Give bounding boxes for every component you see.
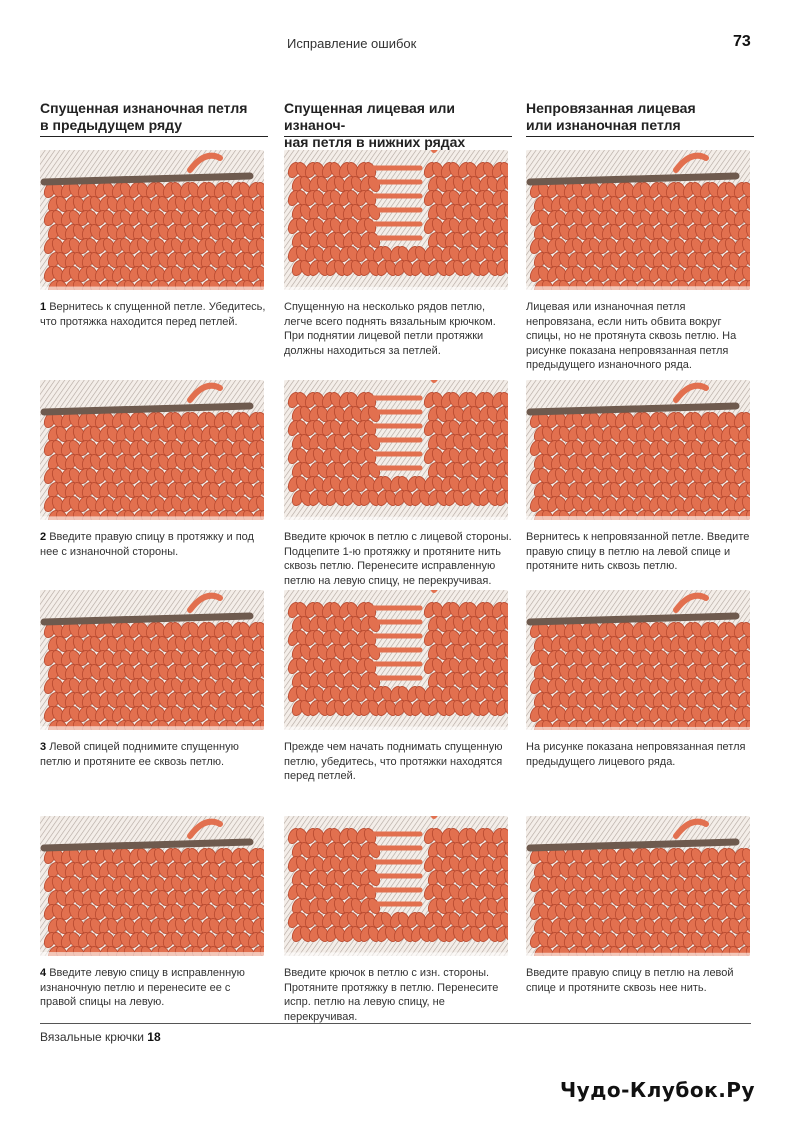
step-text: Левой спицей поднимите спущенную петлю и протяните ее сквозь петлю. <box>40 741 239 768</box>
step-number: 1 <box>40 301 47 313</box>
knitting-illustration <box>40 380 268 520</box>
step-caption <box>284 966 512 1024</box>
knitting-illustration <box>40 816 268 956</box>
step-number: 3 <box>40 741 47 753</box>
footer-rule <box>40 1023 751 1024</box>
column-heading-line: или изнаночная петля <box>526 117 681 133</box>
step-1 <box>40 150 268 329</box>
step-3 <box>284 590 512 784</box>
step-text: Введите правую спицу в петлю на левой спице и протяните сквозь нее нить. <box>526 967 734 994</box>
step-caption <box>284 300 512 358</box>
column-heading-line: Непровязанная лицевая <box>526 100 696 116</box>
step-text: Вернитесь к спущенной петле. Убедитесь, что протяжка находится перед петлей. <box>40 301 266 328</box>
column-heading <box>284 100 512 150</box>
step-number: 4 <box>40 967 47 979</box>
step-text: Введите левую спицу в исправленную изнаночную петлю и перенесите ее с правой спицы на левую. <box>40 967 245 1008</box>
step-number: 2 <box>40 531 47 543</box>
knitting-illustration <box>284 590 512 730</box>
step-caption <box>526 300 754 373</box>
column-heading <box>40 100 268 137</box>
knitting-illustration <box>284 816 512 956</box>
step-2 <box>526 380 754 574</box>
knitting-illustration <box>526 150 754 290</box>
footer-title: Вязальные крючки <box>40 1030 144 1044</box>
footer-issue-number: 18 <box>147 1030 161 1044</box>
step-2 <box>284 380 512 588</box>
step-text: Вернитесь к непровязанной петле. Введите правую спицу в петлю на левой спице и протяните нить сквозь петлю. <box>526 531 750 572</box>
step-text: Лицевая или изнаночная петля непровязана, если нить обвита вокруг спицы, но не протянута сквозь петлю. На рисунке показана непровязанная петля предыдущего изнаночного ряда. <box>526 301 737 371</box>
watermark: Чудо-Клубок.Ру <box>560 1078 755 1102</box>
step-text: Прежде чем начать поднимать спущенную петлю, убедитесь, что протяжки находятся перед петлей. <box>284 741 503 782</box>
step-caption <box>40 300 268 329</box>
step-caption <box>40 530 268 559</box>
step-2 <box>40 380 268 559</box>
knitting-illustration <box>40 590 268 730</box>
page-number: 73 <box>733 33 751 50</box>
step-caption <box>526 966 754 995</box>
knitting-illustration <box>284 150 512 290</box>
step-text: Введите крючок в петлю с лицевой стороны. Подцепите 1-ю протяжку и протяните нить сквозь петлю. Перенесите исправленную петлю на левую спицу, не перекручивая. <box>284 531 512 587</box>
step-caption <box>526 740 754 769</box>
step-text: Введите крючок в петлю с изн. стороны. Протяните протяжку в петлю. Перенесите испр. петлю на левую спицу, не перекручивая. <box>284 967 499 1023</box>
knitting-illustration <box>526 816 754 956</box>
column-3 <box>526 100 754 994</box>
column-2 <box>284 100 512 1023</box>
step-3 <box>40 590 268 769</box>
column-heading-line: в предыдущем ряду <box>40 117 183 133</box>
step-text: На рисунке показана непровязанная петля предыдущего лицевого ряда. <box>526 741 746 768</box>
knitting-illustration <box>526 590 754 730</box>
step-caption <box>284 740 512 784</box>
step-4 <box>284 816 512 1024</box>
step-text: Спущенную на несколько рядов петлю, легче всего поднять вязальным крючком. При поднятии лицевой петли протяжки должны находиться за петлей. <box>284 301 496 357</box>
step-3 <box>526 590 754 769</box>
step-4 <box>40 816 268 1010</box>
step-caption <box>40 740 268 769</box>
column-1 <box>40 100 268 1008</box>
step-4 <box>526 816 754 995</box>
step-caption <box>284 530 512 588</box>
footer <box>40 1030 161 1044</box>
step-text: Введите правую спицу в протяжку и под нее с изнаночной стороны. <box>40 531 254 558</box>
column-heading-line: Спущенная лицевая или изнаноч- <box>284 100 455 133</box>
step-1 <box>284 150 512 358</box>
column-heading-line: ная петля в нижних рядах <box>284 134 466 150</box>
column-heading-line: Спущенная изнаночная петля <box>40 100 248 116</box>
column-heading <box>526 100 754 137</box>
step-1 <box>526 150 754 373</box>
knitting-illustration <box>284 380 512 520</box>
knitting-illustration <box>526 380 754 520</box>
step-caption <box>526 530 754 574</box>
knitting-illustration <box>40 150 268 290</box>
step-caption <box>40 966 268 1010</box>
running-head: Исправление ошибок <box>287 36 417 51</box>
